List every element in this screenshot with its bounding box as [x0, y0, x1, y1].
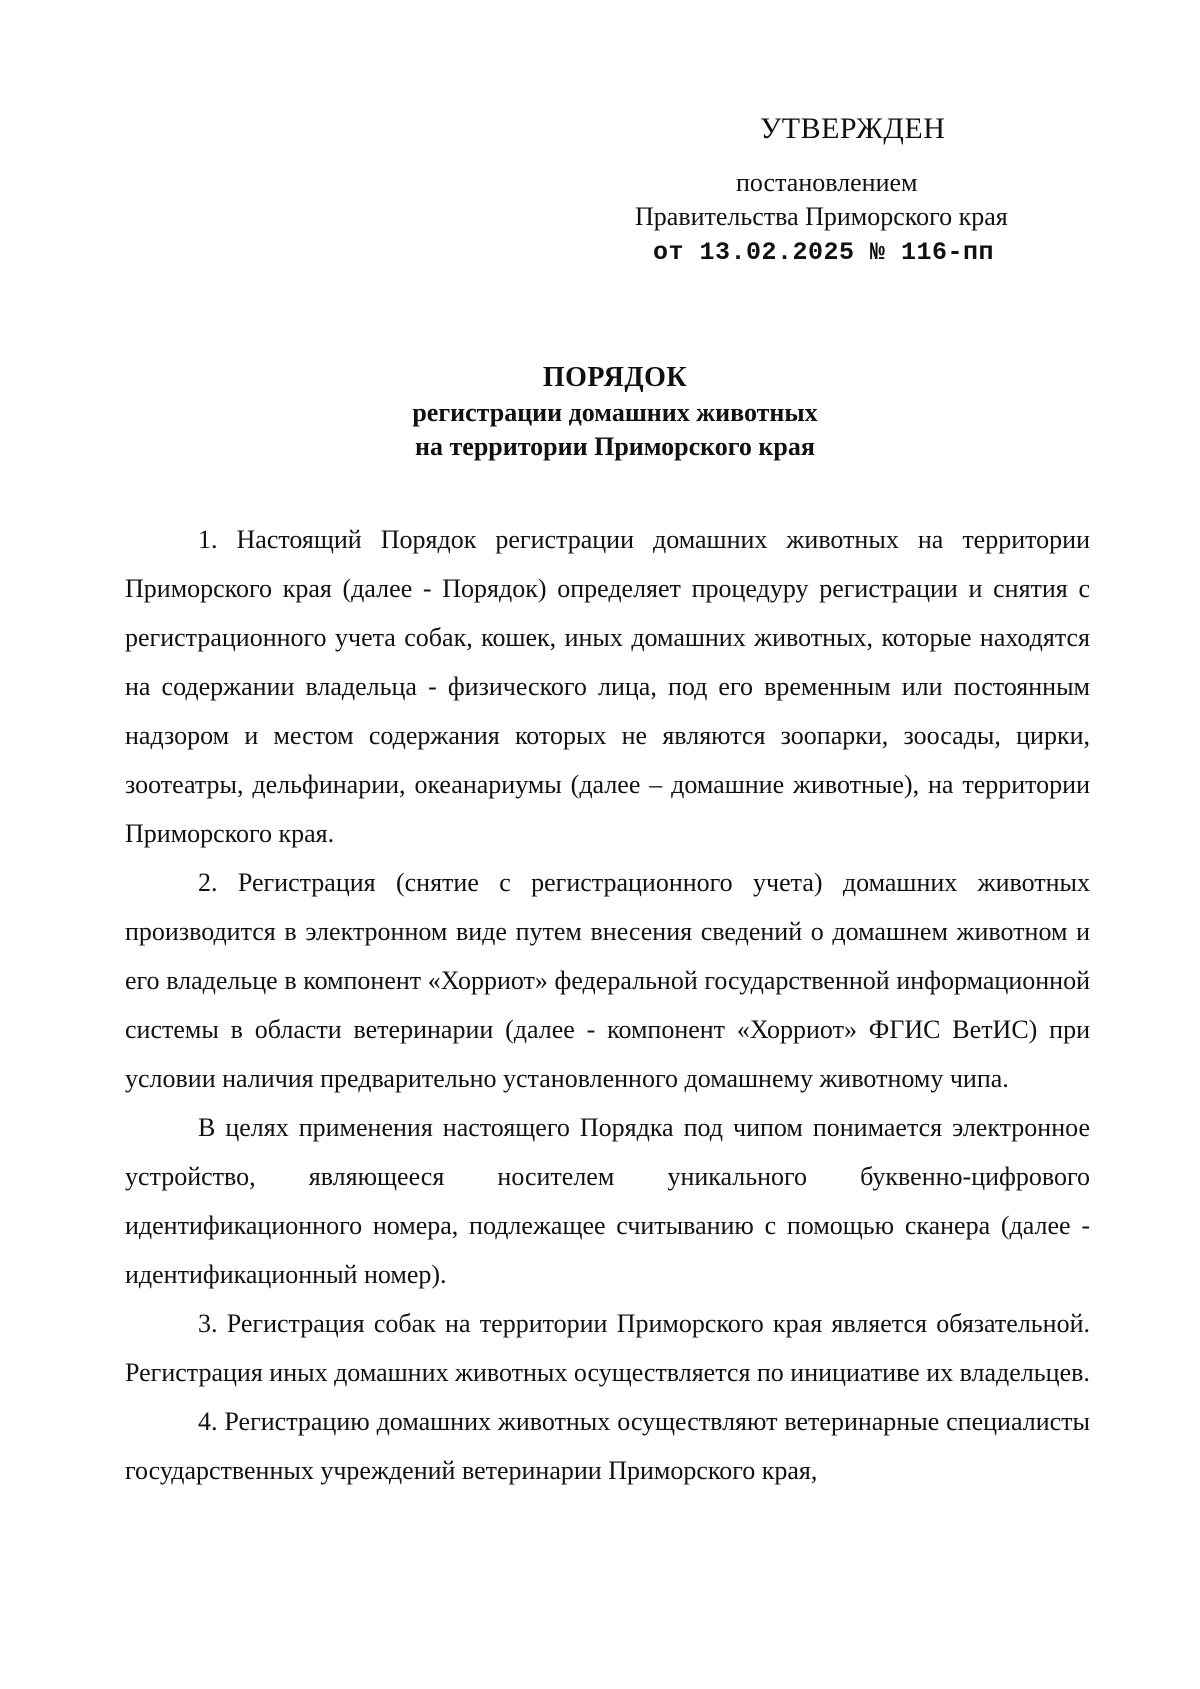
paragraph-2: 2. Регистрация (снятие с регистрационного учета) домашних животных производится в электронном виде путем внесения сведений о домашнем животном и его владельце в компонент «Хорриот» федеральной государственной информационной системы в области ветеринарии (далее - компонент «Хорриот» ФГИС ВетИС) при условии наличия предварительно установленного домашнему животному чипа.	[125, 868, 1090, 1093]
approval-resolution-label: постановлением	[736, 168, 918, 197]
document-heading	[0, 360, 1200, 464]
document-subtitle-line-1: регистрации домашних животных	[412, 398, 818, 427]
paragraph-3: 3. Регистрация собак на территории Приморского края является обязательной. Регистрация иных домашних животных осуществляется по инициативе их владельцев.	[125, 1309, 1090, 1387]
paragraph-1: 1. Настоящий Порядок регистрации домашних животных на территории Приморского края (далее - Порядок) определяет процедуру регистрации и снятия с регистрационного учета собак, кошек, иных домашних животных, которые находятся на содержании владельца - физического лица, под его временным или постоянным надзором и местом содержания которых не являются зоопарки, зоосады, цирки, зоотеатры, дельфинарии, океанариумы (далее – домашние животные), на территории Приморского края.	[125, 525, 1090, 848]
approval-authority: Правительства Приморского края	[635, 202, 1008, 231]
approval-date-number-stamp: от 13.02.2025 № 116-пп	[653, 238, 995, 267]
document-title: ПОРЯДОК	[542, 362, 688, 393]
document-subtitle-line-2: на территории Приморского края	[415, 432, 815, 461]
approval-title: УТВЕРЖДЕН	[760, 112, 946, 145]
document-body	[125, 515, 1090, 1495]
paragraph-2-chip-definition: В целях применения настоящего Порядка под чипом понимается электронное устройство, являющееся носителем уникального буквенно-цифрового идентификационного номера, подлежащее считыванию с помощью сканера (далее - идентификационный номер).	[125, 1113, 1090, 1289]
paragraph-4: 4. Регистрацию домашних животных осуществляют ветеринарные специалисты государственных учреждений ветеринарии Приморского края,	[125, 1407, 1090, 1485]
